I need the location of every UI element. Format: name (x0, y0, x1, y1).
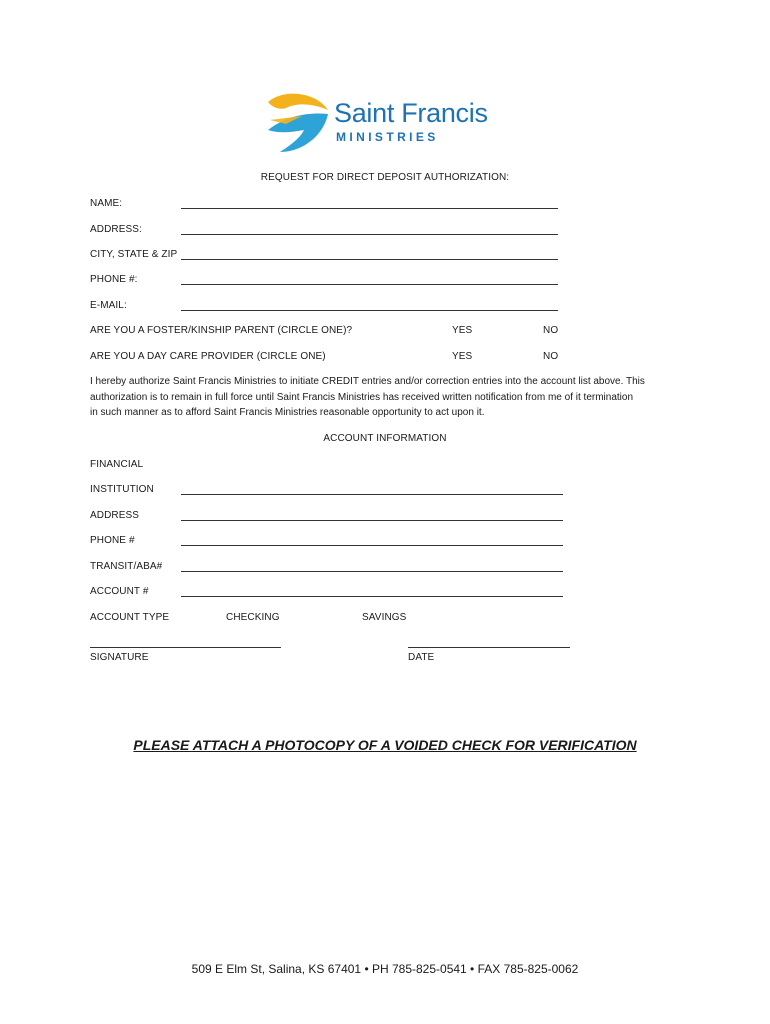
city-state-zip-label: CITY, STATE & ZIP (90, 249, 178, 260)
authorization-line: I hereby authorize Saint Francis Ministries to initiate CREDIT entries and/or correction entries into the account list above. This (90, 376, 645, 387)
footer-address: 509 E Elm St, Salina, KS 67401 • PH 785-825-0541 • FAX 785-825-0062 (191, 962, 579, 976)
logo-title: Saint Francis (334, 98, 488, 128)
name-label: NAME: (90, 198, 123, 209)
institution-label: INSTITUTION (90, 484, 154, 495)
authorization-line: in such manner as to afford Saint Francis Ministries reasonable opportunity to act upon it. (90, 407, 485, 418)
date-label: DATE (408, 652, 435, 663)
address-label: ADDRESS: (90, 224, 142, 235)
saint-francis-logo (264, 90, 514, 156)
phone-label: PHONE #: (90, 274, 138, 285)
institution-field-line[interactable] (181, 494, 563, 495)
transit-aba-field-line[interactable] (181, 571, 563, 572)
signature-label: SIGNATURE (90, 652, 149, 663)
daycare-yes-option[interactable]: YES (452, 351, 473, 362)
account-number-label: ACCOUNT # (90, 586, 149, 597)
financial-label: FINANCIAL (90, 459, 144, 470)
date-line[interactable] (408, 647, 570, 648)
bank-address-field-line[interactable] (181, 520, 563, 521)
logo-subtitle: MINISTRIES (336, 130, 439, 144)
foster-no-option[interactable]: NO (543, 325, 559, 336)
savings-option[interactable]: SAVINGS (362, 612, 407, 623)
foster-question: ARE YOU A FOSTER/KINSHIP PARENT (CIRCLE ONE)? (90, 325, 353, 336)
form-title: REQUEST FOR DIRECT DEPOSIT AUTHORIZATION: (260, 172, 510, 183)
bank-address-label: ADDRESS (90, 510, 140, 521)
address-field-line[interactable] (181, 234, 558, 235)
phone-field-line[interactable] (181, 284, 558, 285)
bank-phone-label: PHONE # (90, 535, 135, 546)
voided-check-notice: PLEASE ATTACH A PHOTOCOPY OF A VOIDED CHECK FOR VERIFICATION (133, 737, 637, 753)
email-field-line[interactable] (181, 310, 558, 311)
authorization-line: authorization is to remain in full force until Saint Francis Ministries has received written notification from me of it termination (90, 391, 634, 403)
city-state-zip-field-line[interactable] (181, 259, 558, 260)
account-type-label: ACCOUNT TYPE (90, 612, 170, 623)
account-number-field-line[interactable] (181, 596, 563, 597)
bank-phone-field-line[interactable] (181, 545, 563, 546)
foster-yes-option[interactable]: YES (452, 325, 473, 336)
daycare-no-option[interactable]: NO (543, 351, 559, 362)
name-field-line[interactable] (181, 208, 558, 209)
email-label: E-MAIL: (90, 300, 127, 311)
account-heading: ACCOUNT INFORMATION (323, 433, 447, 444)
transit-aba-label: TRANSIT/ABA# (90, 561, 163, 572)
checking-option[interactable]: CHECKING (226, 612, 280, 623)
signature-line[interactable] (90, 647, 281, 648)
dove-icon (264, 90, 330, 156)
daycare-question: ARE YOU A DAY CARE PROVIDER (CIRCLE ONE) (90, 351, 326, 362)
authorization-paragraph (90, 374, 680, 421)
